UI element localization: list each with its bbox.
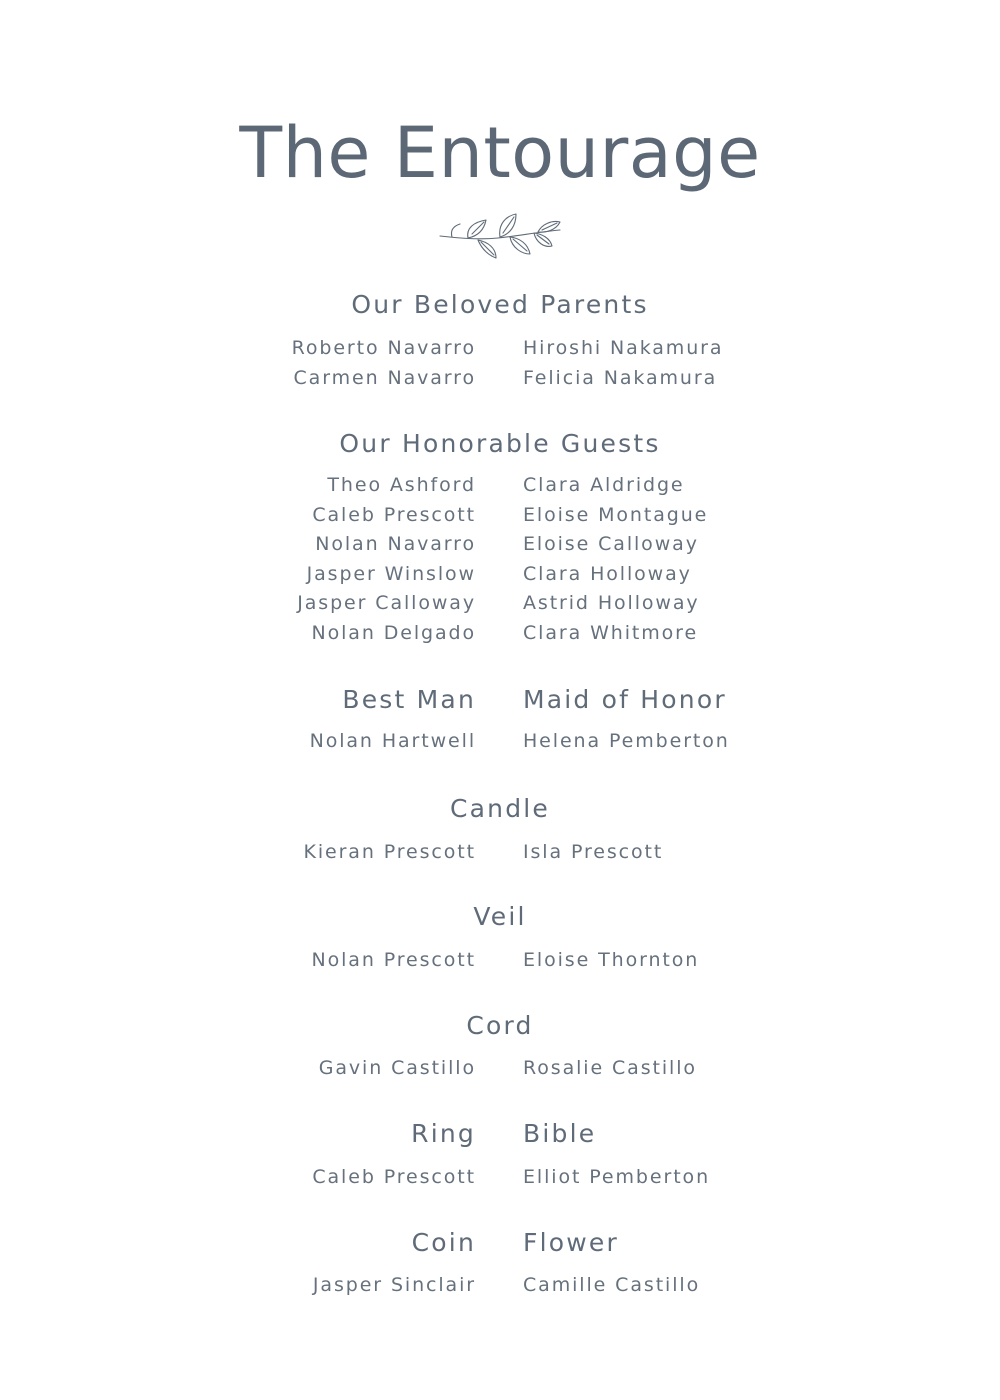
maid-of-honor-name: Helena Pemberton [523,730,730,752]
flower-heading: Flower [523,1228,619,1257]
veil-heading: Veil [473,902,527,931]
parents-right-list [523,334,723,393]
parent-name: Felicia Nakamura [523,366,718,389]
best-man-heading: Best Man [342,685,476,714]
ring-heading: Ring [411,1119,476,1148]
guests-left-list [297,471,476,649]
candle-heading: Candle [449,794,551,823]
parents-left-list [292,334,476,393]
guest-name: Clara Holloway [523,562,692,585]
guest-name: Clara Whitmore [523,621,699,644]
cord-right-name: Rosalie Castillo [523,1057,697,1079]
guest-name: Clara Aldridge [523,474,685,496]
guest-name: Theo Ashford [327,474,476,496]
maid-of-honor-heading: Maid of Honor [523,685,727,714]
guest-name: Caleb Prescott [312,503,476,526]
page-title: The Entourage [239,112,761,194]
guest-name: Jasper Winslow [306,562,476,585]
parent-name: Carmen Navarro [293,366,476,389]
veil-left-name: Nolan Prescott [311,949,476,971]
guest-name: Astrid Holloway [523,592,700,615]
cord-heading: Cord [466,1011,534,1040]
guest-name: Jasper Calloway [297,592,476,615]
guest-name: Nolan Navarro [315,533,476,556]
coin-name: Jasper Sinclair [312,1274,476,1296]
laurel-branch-icon [438,210,564,262]
coin-heading: Coin [411,1228,476,1257]
guests-heading: Our Honorable Guests [339,429,661,458]
flower-name: Camille Castillo [523,1274,701,1296]
bible-name: Elliot Pemberton [523,1166,711,1188]
bible-heading: Bible [523,1119,597,1148]
parents-heading: Our Beloved Parents [351,290,649,319]
guest-name: Eloise Montague [523,503,709,526]
ring-name: Caleb Prescott [312,1166,476,1188]
parent-name: Hiroshi Nakamura [523,337,724,359]
veil-right-name: Eloise Thornton [523,949,700,971]
best-man-name: Nolan Hartwell [309,730,476,752]
guest-name: Eloise Calloway [523,533,699,556]
candle-left-name: Kieran Prescott [303,841,476,863]
guest-name: Nolan Delgado [311,621,476,644]
candle-right-name: Isla Prescott [523,841,664,863]
cord-left-name: Gavin Castillo [318,1057,476,1079]
guests-right-list [523,471,708,649]
parent-name: Roberto Navarro [291,337,476,359]
